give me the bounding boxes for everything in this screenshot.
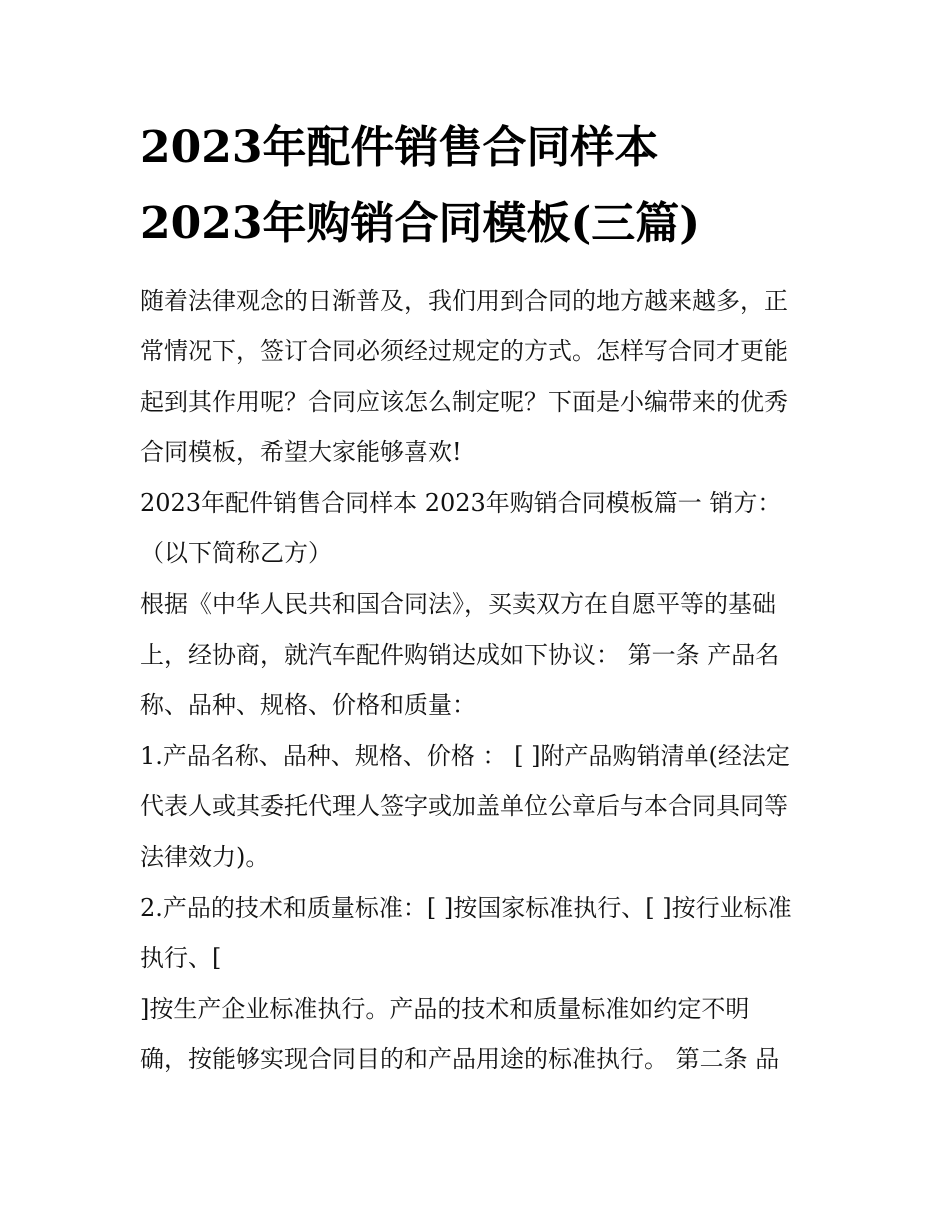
body-line: 随着法律观念的日渐普及，我们用到合同的地方越来越多，正 [140,287,788,315]
body-line: 合同模板，希望大家能够喜欢! [140,438,462,466]
body-line: 根据《中华人民共和国合同法》，买卖双方在自愿平等的基础 [140,590,776,618]
body-line: 代表人或其委托代理人签字或加盖单位公章后与本合同具同等 [140,792,788,820]
body-line: 确，按能够实现合同目的和产品用途的标准执行。 第二条 品 [140,1045,780,1073]
body-line: 常情况下，签订合同必须经过规定的方式。怎样写合同才更能 [140,337,788,365]
body-line: 称、品种、规格、价格和质量： [140,691,476,719]
body-line: 法律效力)。 [140,843,270,871]
body-line: 2023年配件销售合同样本 2023年购销合同模板篇一 销方： [140,489,782,517]
body-line: 1.产品名称、品种、规格、价格 ： [ ]附产品购销清单(经法定 [140,742,790,770]
body-line: 上，经协商，就汽车配件购销达成如下协议： 第一条 产品名 [140,641,780,669]
body-line: 2.产品的技术和质量标准：[ ]按国家标准执行、[ ]按行业标准 [140,894,792,922]
body-line: 起到其作用呢？合同应该怎么制定呢？下面是小编带来的优秀 [140,388,788,416]
body-line: ]按生产企业标准执行。产品的技术和质量标准如约定不明 [140,995,750,1023]
document-title-line-1: 2023年配件销售合同样本 [140,122,659,173]
body-line: （以下简称乙方） [140,539,332,567]
document-title-line-2: 2023年购销合同模板(三篇) [140,198,701,249]
body-line: 执行、[ [140,944,222,972]
